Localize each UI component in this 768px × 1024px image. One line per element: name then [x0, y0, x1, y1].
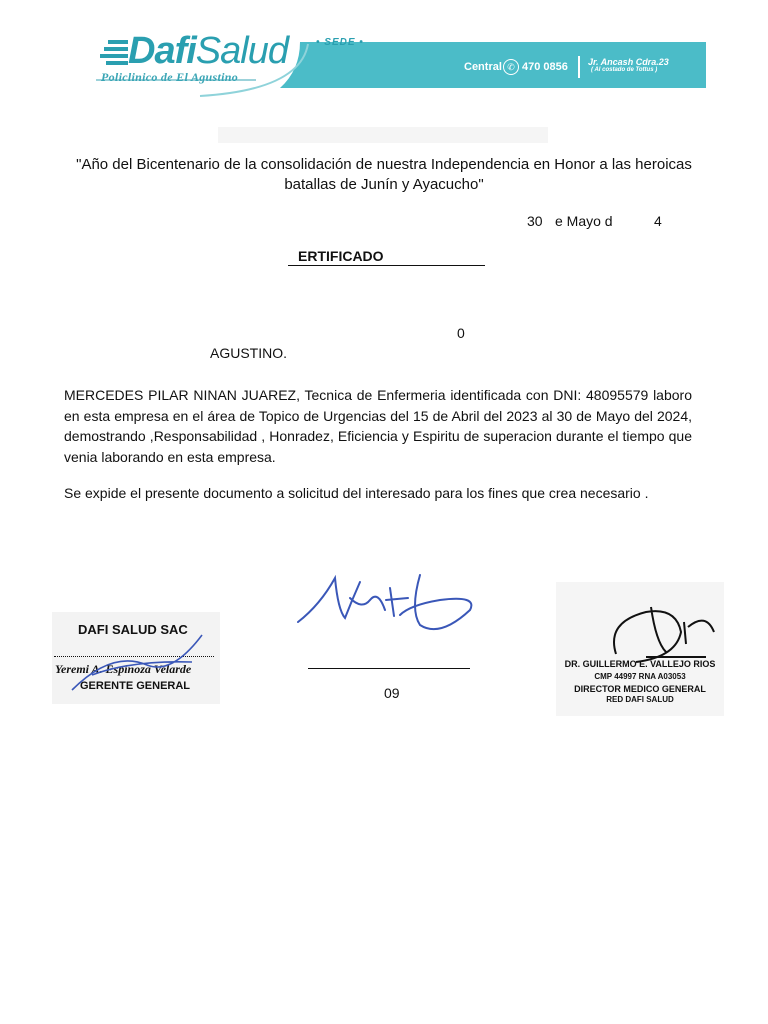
logo-stripes-icon	[100, 40, 128, 66]
fragment-zero: 0	[457, 325, 465, 341]
fragment-agustino: AGUSTINO.	[210, 345, 288, 361]
closing-statement: Se expide el presente documento a solicitud del interesado para los fines que crea necesario .	[64, 485, 649, 501]
central-label: Central	[464, 61, 502, 73]
letterhead	[0, 0, 768, 110]
year-motto: "Año del Bicentenario de la consolidación de nuestra Independencia en Honor a las heroicas batallas de Junín y Ayacucho"	[76, 156, 692, 193]
right-stamp-name: DR. GUILLERMO E. VALLEJO RIOS	[564, 659, 716, 669]
left-stamp	[52, 612, 220, 704]
date-year: 4	[654, 213, 662, 229]
middle-signature	[290, 570, 480, 645]
left-stamp-role: GERENTE GENERAL	[80, 680, 191, 692]
date-month: e Mayo d	[555, 213, 613, 229]
left-stamp-company: DAFI SALUD SAC	[78, 622, 188, 637]
document-title: ERTIFICADO	[298, 248, 384, 264]
certificate-body: MERCEDES PILAR NINAN JUAREZ, Tecnica de Enfermeria identificada con DNI: 48095579 laboro en esta empresa en el área de Topico de Urgencias del 15 de Abril del 2023 al 30 de Mayo del 2024, demostrando ,Responsabilidad , Honradez, Eficiencia y Espiritu de superacion durante el tiempo que venia laborando en esta empresa.	[64, 387, 692, 465]
middle-signature-number: 09	[384, 685, 400, 701]
title-underline	[288, 265, 485, 266]
address-line2: ( Al costado de Tottus )	[591, 67, 658, 73]
sede-label: • SEDE •	[316, 37, 364, 48]
left-signature-scribble	[52, 620, 220, 704]
redaction-strip	[218, 127, 548, 143]
middle-signature-line	[308, 668, 470, 669]
right-stamp-registry: CMP 44997 RNA A03053	[594, 672, 686, 681]
phone-number: 470 0856	[522, 61, 568, 73]
left-stamp-name: Yeremi A. Espinoza Velarde	[55, 662, 192, 676]
right-stamp-role: DIRECTOR MEDICO GENERAL	[574, 684, 706, 694]
address-line1: Jr. Ancash Cdra.23	[588, 57, 669, 67]
logo-subtitle: Policlinico de El Agustino	[101, 70, 239, 84]
phone-icon: ✆	[503, 59, 519, 75]
right-stamp-org: RED DAFI SALUD	[606, 695, 674, 704]
logo-wordmark: DafiSalud	[128, 30, 288, 72]
address-divider	[578, 56, 580, 78]
right-stamp	[556, 582, 724, 716]
date-day: 30	[527, 213, 543, 229]
